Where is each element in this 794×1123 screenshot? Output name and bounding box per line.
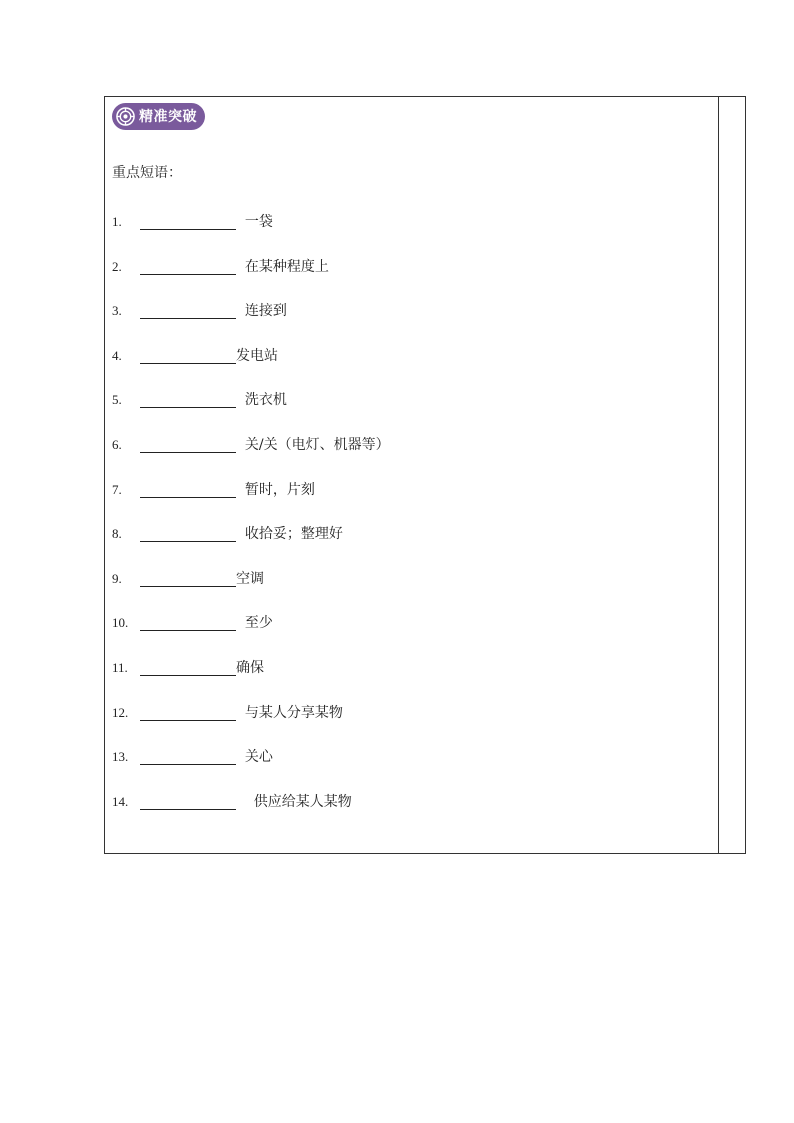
section-title: 重点短语：: [112, 165, 182, 181]
list-item: [112, 568, 390, 613]
answer-blank[interactable]: [140, 257, 236, 275]
item-meaning: 发电站: [236, 347, 278, 364]
list-item: [112, 211, 390, 256]
badge-label: 精准突破: [139, 108, 197, 125]
list-item: [112, 345, 390, 390]
list-item: [112, 746, 390, 791]
item-number: 1.: [112, 214, 122, 229]
answer-blank[interactable]: [140, 613, 236, 631]
item-meaning: 与某人分享某物: [236, 704, 343, 721]
answer-blank[interactable]: [140, 658, 236, 676]
answer-blank[interactable]: [140, 569, 236, 587]
item-number: 5.: [112, 392, 122, 408]
section-badge: [112, 103, 205, 130]
list-item: [112, 702, 390, 747]
item-number: 12.: [112, 704, 129, 720]
item-number: 9.: [112, 570, 122, 586]
item-meaning: 确保: [236, 659, 264, 676]
answer-blank[interactable]: [140, 747, 236, 765]
item-number: 3.: [112, 303, 122, 319]
phrase-list: [112, 211, 390, 835]
answer-blank[interactable]: [140, 212, 236, 230]
item-meaning: 一袋: [236, 214, 273, 230]
list-item: [112, 300, 390, 345]
answer-blank[interactable]: [140, 703, 236, 721]
answer-blank[interactable]: [140, 390, 236, 408]
list-item: [112, 791, 390, 836]
list-item: [112, 612, 390, 657]
item-number: 8.: [112, 526, 122, 542]
item-meaning: 关/关（电灯、机器等）: [236, 436, 390, 453]
item-meaning: 关心: [236, 749, 273, 766]
item-meaning: 连接到: [236, 303, 287, 320]
item-meaning: 暂时，片刻: [236, 481, 315, 498]
list-item: [112, 434, 390, 479]
item-number: 6.: [112, 436, 122, 452]
list-item: [112, 657, 390, 702]
answer-blank[interactable]: [140, 346, 236, 364]
answer-blank[interactable]: [140, 301, 236, 319]
answer-blank[interactable]: [140, 524, 236, 542]
item-meaning: 至少: [236, 615, 273, 632]
item-number: 4.: [112, 347, 122, 363]
list-item: [112, 389, 390, 434]
answer-blank[interactable]: [140, 480, 236, 498]
item-number: 10.: [112, 615, 129, 631]
item-meaning: 收拾妥；整理好: [236, 526, 343, 543]
item-number: 11.: [112, 659, 128, 675]
list-item: [112, 523, 390, 568]
item-number: 7.: [112, 481, 122, 497]
item-meaning: 在某种程度上: [236, 258, 329, 275]
item-meaning: 空调: [236, 570, 264, 587]
item-number: 2.: [112, 258, 122, 274]
answer-blank[interactable]: [140, 435, 236, 453]
item-meaning: 供应给某人某物: [236, 793, 352, 810]
list-item: [112, 479, 390, 524]
list-item: [112, 256, 390, 301]
answer-blank[interactable]: [140, 792, 236, 810]
item-number: 14.: [112, 793, 129, 809]
item-meaning: 洗衣机: [236, 392, 287, 409]
target-icon: [116, 107, 135, 126]
item-number: 13.: [112, 749, 129, 765]
table-column-divider: [718, 96, 719, 854]
